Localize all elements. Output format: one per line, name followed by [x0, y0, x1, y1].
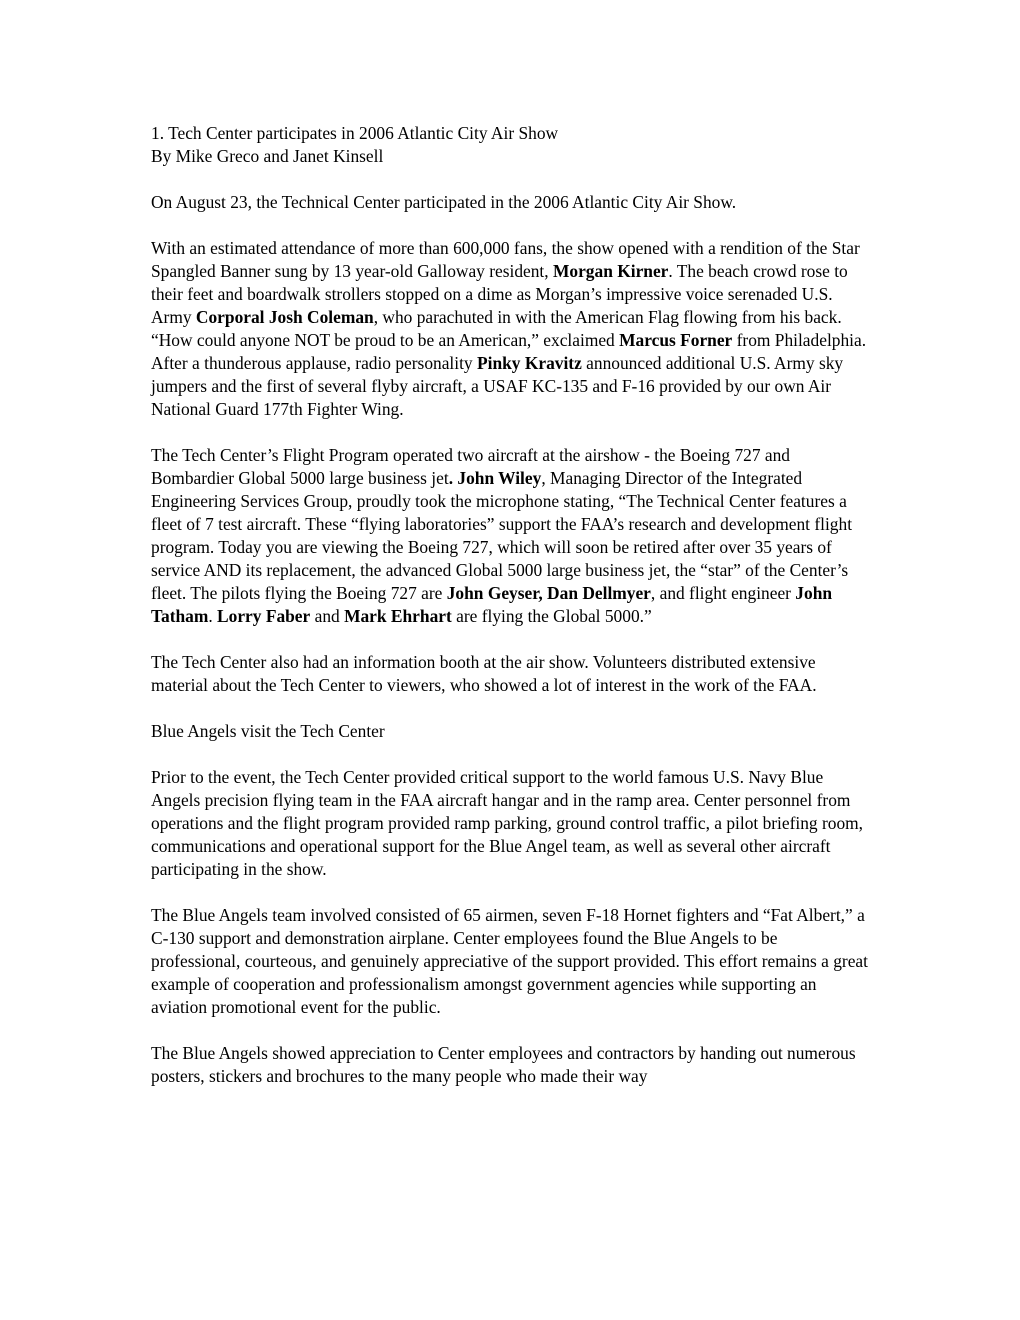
text-run: and	[310, 606, 345, 626]
text-run: With an estimated attendance of more than 600,000 fans, the show opened with a rendition of the Star Spangled Banner sung by 13 year-old Galloway resident,	[151, 238, 860, 281]
article-body	[151, 122, 871, 1111]
bold-name: John Tatham	[151, 583, 833, 626]
article-title: 1. Tech Center participates in 2006 Atlantic City Air Show	[151, 123, 559, 143]
paragraph-info-booth: The Tech Center also had an information booth at the air show. Volunteers distributed extensive material about the Tech Center to viewers, who showed a lot of interest in the work of the FAA.	[151, 652, 817, 695]
bold-name: Pinky Kravitz	[476, 353, 582, 373]
article-byline: By Mike Greco and Janet Kinsell	[151, 146, 384, 166]
bold-name: Morgan Kirner	[552, 261, 669, 281]
article-header	[151, 122, 871, 168]
bold-name: . John Wiley	[448, 468, 542, 488]
text-run: , Managing Director of the Integrated Engineering Services Group, proudly took the microphone stating, “The Technical Center features a fleet of 7 test aircraft. These “flying laboratories” support the FAA’s research and development flight program. Today you are viewing the Boeing 727, which will soon be retired after over 35 years of service AND its replacement, the advanced Global 5000 large business jet, the “star” of the Center’s fleet. The pilots flying the Boeing 727 are	[151, 468, 853, 603]
text-run: announced additional U.S. Army sky jumpers and the first of several flyby aircraft, a USAF KC-135 and F-16 provided by our own Air National Guard 177th Fighter Wing.	[151, 353, 844, 419]
text-run: , and flight engineer	[650, 583, 796, 603]
paragraph-flight-program	[151, 444, 871, 628]
bold-name: John Geyser, Dan Dellmyer	[446, 583, 651, 603]
text-run: , who parachuted in with the American Flag flowing from his back. “How could anyone NOT be proud to be an American,” exclaimed	[151, 307, 842, 350]
text-run: .	[208, 606, 218, 626]
paragraph-appreciation: The Blue Angels showed appreciation to Center employees and contractors by handing out numerous posters, stickers and brochures to the many people who made their way	[151, 1043, 856, 1086]
paragraph-attendance	[151, 237, 871, 421]
section-subheading: Blue Angels visit the Tech Center	[151, 721, 385, 741]
bold-name: Marcus Forner	[619, 330, 733, 350]
paragraph-blue-angels-support: Prior to the event, the Tech Center provided critical support to the world famous U.S. Navy Blue Angels precision flying team in the FAA aircraft hangar and in the ramp area. Center personnel from operations and the flight program provided ramp parking, ground control traffic, a pilot briefing room, communications and operational support for the Blue Angel team, as well as several other aircraft participating in the show.	[151, 767, 864, 879]
bold-name: Lorry Faber	[217, 606, 311, 626]
text-run: are flying the Global 5000.”	[451, 606, 652, 626]
text-run: from Philadelphia. After a thunderous applause, radio personality	[151, 330, 867, 373]
text-run: The Tech Center’s Flight Program operated two aircraft at the airshow - the Boeing 727 and Bombardier Global 5000 large business jet	[151, 445, 790, 488]
paragraph-blue-angels-team: The Blue Angels team involved consisted of 65 airmen, seven F-18 Hornet fighters and “Fat Albert,” a C-130 support and demonstration airplane. Center employees found the Blue Angels to be professional, courteous, and genuinely appreciative of the support provided. This effort remains a great example of cooperation and professionalism amongst government agencies while supporting an aviation promotional event for the public.	[151, 905, 868, 1017]
text-run: . The beach crowd rose to their feet and boardwalk strollers stopped on a dime as Morgan’s impressive voice serenaded U.S. Army	[151, 261, 848, 327]
bold-name: Corporal Josh Coleman	[195, 307, 374, 327]
bold-name: Mark Ehrhart	[344, 606, 452, 626]
paragraph-intro: On August 23, the Technical Center participated in the 2006 Atlantic City Air Show.	[151, 192, 737, 212]
